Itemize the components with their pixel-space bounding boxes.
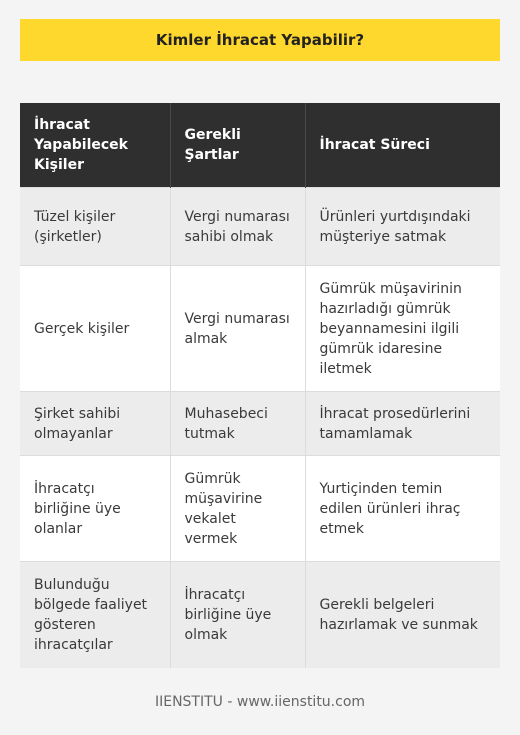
header-exporters: İhracat Yapabilecek Kişiler: [20, 103, 170, 188]
requirements-table: [20, 103, 500, 668]
table-row: [20, 456, 500, 562]
table-header-row: [20, 103, 500, 188]
cell-process: Ürünleri yurtdışındaki müşteriye satmak: [305, 188, 500, 266]
table-row: [20, 188, 500, 266]
table-row: [20, 562, 500, 668]
header-requirements: Gerekli Şartlar: [170, 103, 305, 188]
cell-process: Yurtiçinden temin edilen ürünleri ihraç etmek: [305, 456, 500, 562]
cell-requirement: Vergi numarası almak: [170, 266, 305, 392]
cell-process: Gerekli belgeleri hazırlamak ve sunmak: [305, 562, 500, 668]
cell-requirement: Gümrük müşavirine vekalet vermek: [170, 456, 305, 562]
cell-exporter: Tüzel kişiler (şirketler): [20, 188, 170, 266]
table-row: [20, 392, 500, 456]
cell-process: İhracat prosedürlerini tamamlamak: [305, 392, 500, 456]
cell-exporter: Gerçek kişiler: [20, 266, 170, 392]
cell-requirement: Vergi numarası sahibi olmak: [170, 188, 305, 266]
cell-process: Gümrük müşavirinin hazırladığı gümrük beyannamesini ilgili gümrük idaresine iletmek: [305, 266, 500, 392]
cell-exporter: Şirket sahibi olmayanlar: [20, 392, 170, 456]
table-row: [20, 266, 500, 392]
cell-exporter: Bulunduğu bölgede faaliyet gösteren ihracatçılar: [20, 562, 170, 668]
footer-credit: IIENSTITU - www.iienstitu.com: [154, 694, 366, 710]
cell-requirement: İhracatçı birliğine üye olmak: [170, 562, 305, 668]
cell-exporter: İhracatçı birliğine üye olanlar: [20, 456, 170, 562]
page-title: Kimler İhracat Yapabilir?: [20, 19, 500, 61]
cell-requirement: Muhasebeci tutmak: [170, 392, 305, 456]
header-process: İhracat Süreci: [305, 103, 500, 188]
